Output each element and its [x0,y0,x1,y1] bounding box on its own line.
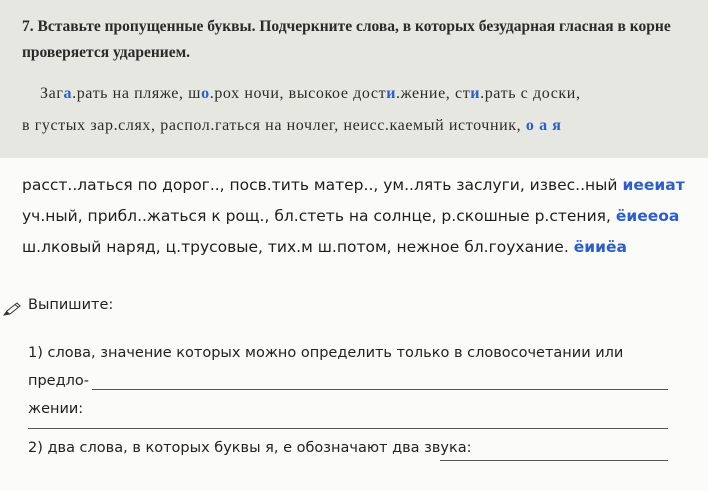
handwritten-letter: а [668,207,680,225]
answer-line-2[interactable] [28,428,668,429]
handwritten-letter: е [633,176,644,194]
handwritten-letter: ё [615,207,627,225]
handwritten-letter: и [584,238,596,256]
handwritten-letter: т [675,176,685,194]
handwritten-letter: ё [605,238,617,256]
question-1-line-1: 1) слова, значение которых можно определить только в словосочетании или предло- [28,345,624,389]
handwritten-letter: о [525,117,535,134]
handwritten-letter: ё [573,238,585,256]
answer-line-1[interactable] [92,389,668,390]
exercise-line-4: уч.ный, прибл..жаться к рощ., бл.стеть на солнце, р.скошные р.стения, ёиееоа [22,207,680,225]
exercise-paragraph-1 [22,78,688,142]
question-2: 2) два слова, в которых буквы я, е обозначают два звука: [28,440,472,456]
handwritten-letter: и [654,176,666,194]
handwritten-letter: а [665,176,676,194]
task-text: Вставьте пропущенные буквы. Подчеркните слова, в которых безударная гласная в корне проверяется ударением. [22,18,671,61]
handwritten-letter: а [63,85,73,102]
handwritten-letter: е [643,176,655,194]
handwritten-letter: о [658,207,669,225]
exercise-line-3: расст..латься по дорог.., посв.тить матер.., ум..лять заслуги, извес..ный иееиат [22,176,685,194]
exercise-line-1: Зага.рать на пляже, шо.рох ночи, высокое дости.жение, сти.рать с доски, [40,85,581,102]
handwritten-letter: и [386,85,397,102]
pencil-icon [3,302,21,316]
handwritten-letter: и [622,176,634,194]
exercise-paragraph-2 [22,170,702,263]
handwritten-letter: е [637,207,648,225]
task-number: 7. [22,18,34,35]
handwritten-letter: е [647,207,659,225]
handwritten-letter: о [201,85,210,102]
exercise-line-5: ш.лковый наряд, ц.трусовые, тих.м ш.потом, нежное бл.гоухание. ёииёа [22,238,627,256]
handwritten-letter: а [616,238,627,256]
handwritten-letter: и [470,85,481,102]
task-instruction [22,14,692,66]
question-1 [28,339,688,423]
handwritten-letter: а [539,117,548,134]
exercise-line-2: в густых зар.слях, распол.гаться на ночлег, неисс.каемый источник, о а я [22,117,562,134]
write-out-heading: Выпишите: [28,297,114,313]
answer-line-3[interactable] [440,460,668,461]
question-1-line-2: жении: [28,401,84,417]
handwritten-letter: я [552,117,562,134]
handwritten-letter: и [626,207,638,225]
handwritten-letter: и [595,238,606,256]
